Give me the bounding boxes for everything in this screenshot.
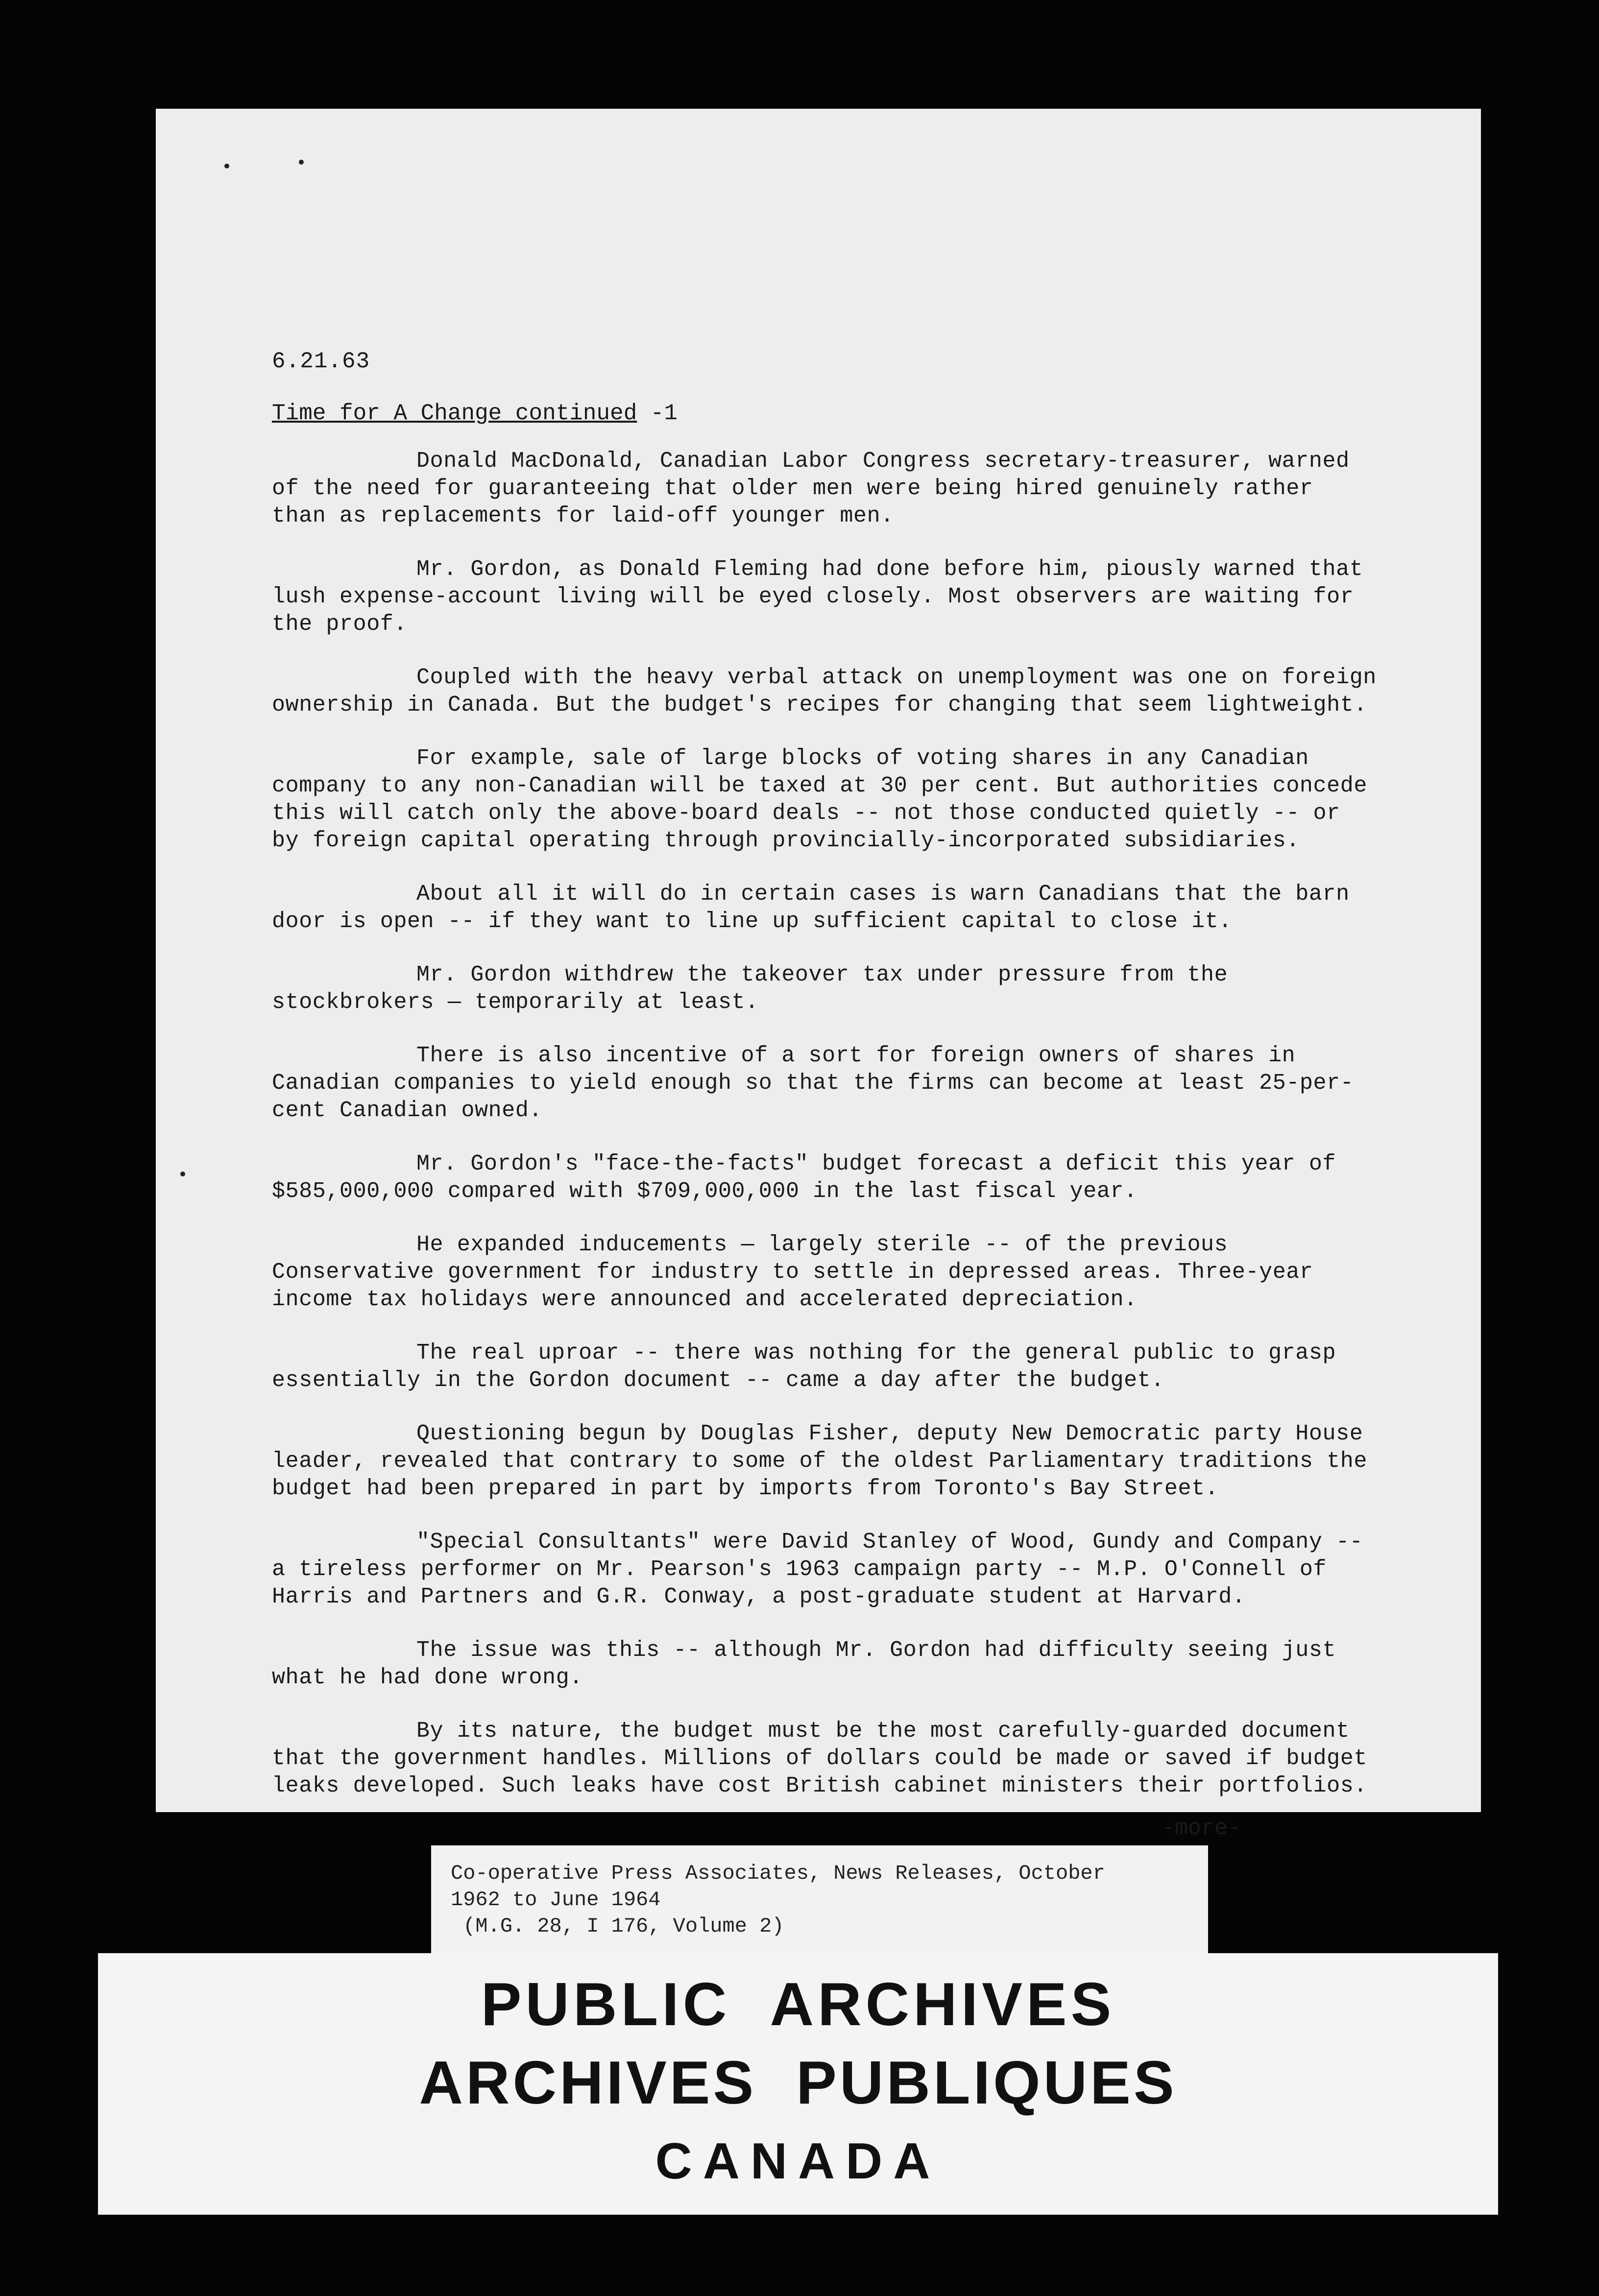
document-page xyxy=(156,109,1481,1841)
paragraph: There is also incentive of a sort for foreign owners of shares in Canadian companies to yield enough so that the firms can become at least 25-per-cent Canadian owned. xyxy=(272,1043,1354,1123)
archives-stamp xyxy=(98,1953,1498,2215)
collection-label-line: Co-operative Press Associates, News Releases, October xyxy=(451,1862,1105,1885)
document-date: 6.21.63 xyxy=(272,349,370,374)
paragraph: The real uproar -- there was nothing for the general public to grasp essentially in the Gordon document -- came a day after the budget. xyxy=(272,1340,1336,1393)
paragraph: Mr. Gordon, as Donald Fleming had done before him, piously warned that lush expense-account living will be eyed closely. Most observers are waiting for the proof. xyxy=(272,557,1363,637)
collection-label-line: (M.G. 28, I 176, Volume 2) xyxy=(451,1914,784,1938)
paragraph: The issue was this -- although Mr. Gordon had difficulty seeing just what he had done wrong. xyxy=(272,1638,1336,1690)
paragraph: By its nature, the budget must be the most carefully-guarded document that the government handles. Millions of dollars could be made or saved if budget leaks developed. Such leaks have cost British cabinet ministers their portfolios. xyxy=(272,1719,1367,1798)
archives-line-french: ARCHIVES PUBLIQUES xyxy=(419,2049,1177,2117)
collection-label-line: 1962 to June 1964 xyxy=(451,1888,661,1912)
ink-speck xyxy=(299,160,304,165)
paragraph: "Special Consultants" were David Stanley of Wood, Gundy and Company -- a tireless performer on Mr. Pearson's 1963 campaign party -- M.P. O'Connell of Harris and Partners and G.R. Conway, a post-graduate student at Harvard. xyxy=(272,1530,1363,1609)
heading-suffix: -1 xyxy=(637,401,678,426)
paragraph: For example, sale of large blocks of voting shares in any Canadian company to any non-Canadian will be taxed at 30 per cent. But authorities concede this will catch only the above-board deals -- not those conducted quietly -- or by foreign capital operating through provincially-incorporated subsidiaries. xyxy=(272,746,1367,853)
archives-line-english: PUBLIC ARCHIVES xyxy=(481,1971,1115,2038)
paragraph: Coupled with the heavy verbal attack on unemployment was one on foreign ownership in Canada. But the budget's recipes for changing that seem lightweight. xyxy=(272,665,1377,718)
paragraph: Donald MacDonald, Canadian Labor Congress secretary-treasurer, warned of the need for guaranteeing that older men were being hired genuinely rather than as replacements for laid-off younger men. xyxy=(272,449,1350,528)
more-marker: -more- xyxy=(1161,1816,1241,1841)
ink-speck xyxy=(224,164,229,168)
paragraph: About all it will do in certain cases is warn Canadians that the barn door is open -- if they want to line up sufficient capital to close it. xyxy=(272,882,1350,934)
paragraph: He expanded inducements — largely sterile -- of the previous Conservative government for industry to settle in depressed areas. Three-year income tax holidays were announced and accelerated depreciation. xyxy=(272,1232,1313,1312)
collection-label xyxy=(431,1845,1208,1953)
heading-title: Time for A Change continued xyxy=(272,401,637,426)
paragraph: Mr. Gordon's "face-the-facts" budget forecast a deficit this year of $585,000,000 compared with $709,000,000 in the last fiscal year. xyxy=(272,1151,1336,1204)
document-heading xyxy=(272,401,1378,426)
paragraph: Questioning begun by Douglas Fisher, deputy New Democratic party House leader, revealed that contrary to some of the oldest Parliamentary traditions the budget had been prepared in part by imports from Toronto's Bay Street. xyxy=(272,1421,1367,1501)
archives-line-country: CANADA xyxy=(655,2133,941,2190)
paragraph: Mr. Gordon withdrew the takeover tax under pressure from the stockbrokers — temporarily at least. xyxy=(272,962,1228,1015)
ink-speck xyxy=(180,1172,185,1176)
